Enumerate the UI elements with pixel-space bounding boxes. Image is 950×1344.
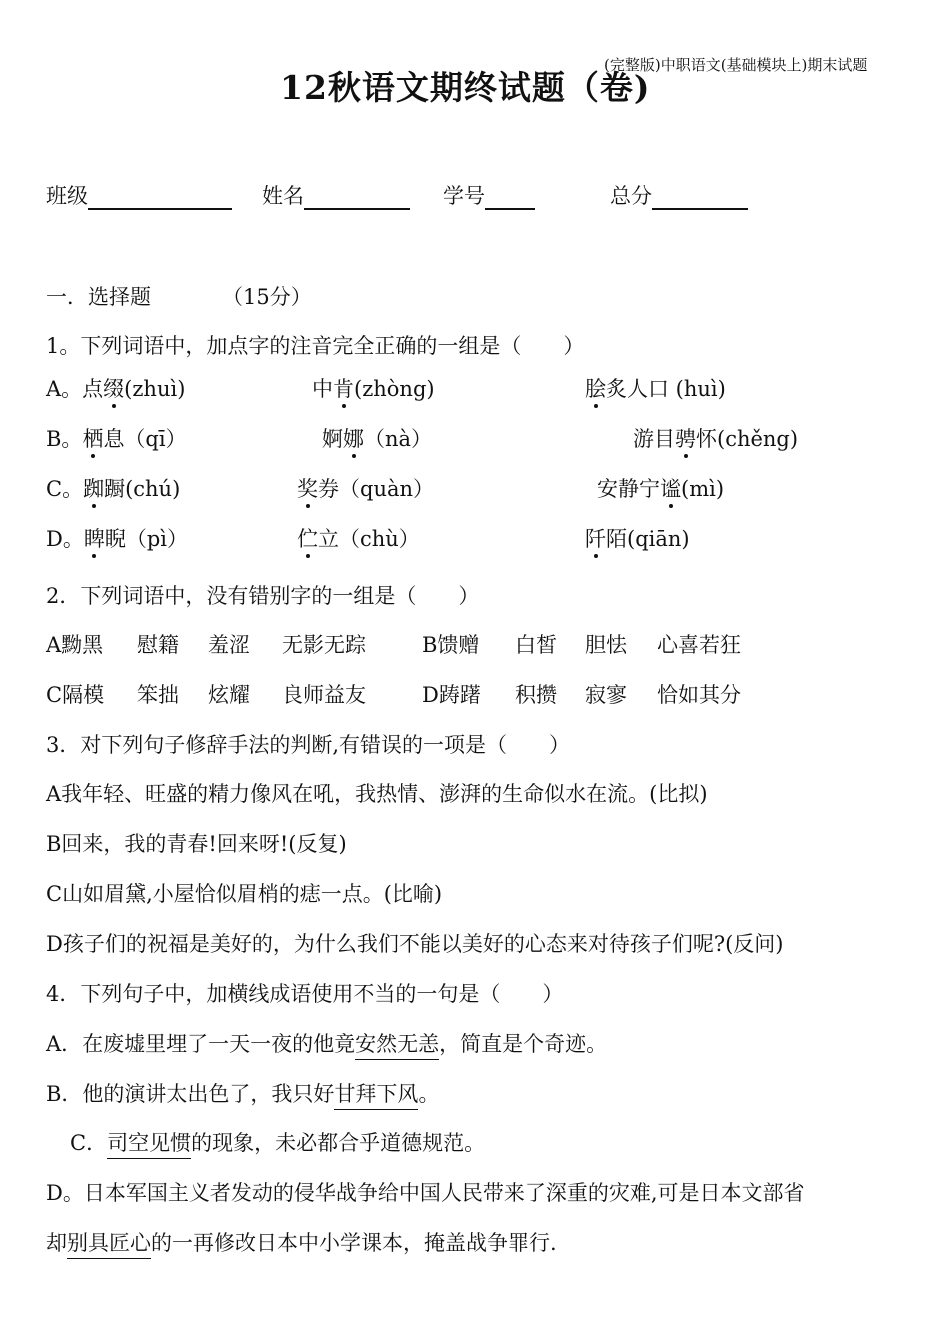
q2-stem: 2．下列词语中，没有错别字的一组是（ ） (46, 584, 480, 608)
page-title: 12秋语文期终试题（卷) (280, 68, 651, 107)
q2-option-d-1: D踌躇 (422, 683, 481, 707)
q1-option-d3: 阡陌(qiān) (585, 527, 690, 551)
q1-option-c2: 奖券（quàn） (297, 477, 435, 501)
q1-option-a2: 中肯(zhòng) (312, 377, 435, 401)
q3-option-d: D孩子们的祝福是美好的，为什么我们不能以美好的心态来对待孩子们呢?(反问) (46, 932, 784, 956)
q2-option-d-2: 积攒 (515, 683, 557, 707)
q2-option-b-4: 心喜若狂 (657, 633, 741, 657)
class-label: 班级 (46, 184, 88, 208)
id-label: 学号 (443, 184, 485, 208)
q1-option-b1: B。栖息（qī） (46, 427, 187, 451)
q2-option-a-4: 无影无踪 (282, 633, 366, 657)
q2-option-c-4: 良师益友 (282, 683, 366, 707)
q2-option-d-3: 寂寥 (585, 683, 627, 707)
name-blank[interactable] (304, 184, 410, 210)
q4-option-a: A．在废墟里埋了一天一夜的他竟安然无恙，简直是个奇迹。 (46, 1028, 607, 1058)
name-label: 姓名 (262, 184, 304, 208)
q1-option-a3: 脍炙人口 (huì) (585, 377, 726, 401)
q1-option-d2: 伫立（chù） (297, 527, 420, 551)
id-field (443, 180, 535, 210)
name-field (262, 180, 410, 210)
q1-option-b3: 游目骋怀(chěng) (633, 427, 799, 451)
q2-option-c-1: C隔模 (46, 683, 105, 707)
q2-option-d-4: 恰如其分 (657, 683, 741, 707)
q4-option-d-line2: 却别具匠心的一再修改日本中小学课本，掩盖战争罪行. (46, 1227, 557, 1257)
header-note: (完整版)中职语文(基础模块上)期末试题 (604, 56, 868, 74)
section-heading: 一．选择题 (46, 285, 151, 309)
q1-option-a1: A。点缀(zhuì) (46, 377, 186, 401)
q2-option-a-3: 羞涩 (208, 633, 250, 657)
q2-option-b-3: 胆怯 (585, 633, 627, 657)
score-label: 总分 (610, 184, 652, 208)
q1-option-b2: 婀娜（nà） (322, 427, 433, 451)
q3-option-b: B回来，我的青春!回来呀!(反复) (46, 832, 347, 856)
q1-stem: 1。下列词语中，加点字的注音完全正确的一组是（ ） (46, 334, 585, 358)
q1-option-d1: D。睥睨（pì） (46, 527, 189, 551)
q3-option-c: C山如眉黛,小屋恰似眉梢的痣一点。(比喻) (46, 882, 443, 906)
q2-option-c-3: 炫耀 (208, 683, 250, 707)
section-points: （15分） (222, 285, 312, 309)
id-blank[interactable] (485, 184, 535, 210)
class-field (46, 180, 232, 210)
q2-option-a-2: 慰籍 (137, 633, 179, 657)
class-blank[interactable] (88, 184, 232, 210)
q4-option-d-line1: D。日本军国主义者发动的侵华战争给中国人民带来了深重的灾难,可是日本文部省 (46, 1181, 805, 1205)
q4-option-b: B．他的演讲太出色了，我只好甘拜下风。 (46, 1078, 439, 1108)
score-field (610, 180, 748, 210)
q2-option-a-1: A黝黑 (46, 633, 104, 657)
q1-option-c3: 安静宁谧(mì) (597, 477, 725, 501)
q2-option-b-1: B馈赠 (422, 633, 480, 657)
underlined-idiom: 司空见惯 (107, 1131, 191, 1159)
q3-stem: 3．对下列句子修辞手法的判断,有错误的一项是（ ） (46, 733, 571, 757)
q2-option-b-2: 白皙 (515, 633, 557, 657)
q4-option-c: C．司空见惯的现象，未必都合乎道德规范。 (70, 1127, 485, 1157)
q3-option-a: A我年轻、旺盛的精力像风在吼，我热情、澎湃的生命似水在流。(比拟) (46, 782, 708, 806)
score-blank[interactable] (652, 184, 748, 210)
q4-stem: 4．下列句子中，加横线成语使用不当的一句是（ ） (46, 982, 564, 1006)
underlined-idiom: 安然无恙 (355, 1032, 439, 1060)
underlined-idiom: 别具匠心 (67, 1231, 151, 1259)
q2-option-c-2: 笨拙 (137, 683, 179, 707)
underlined-idiom: 甘拜下风 (334, 1082, 418, 1110)
q1-option-c1: C。踟蹰(chú) (46, 477, 181, 501)
